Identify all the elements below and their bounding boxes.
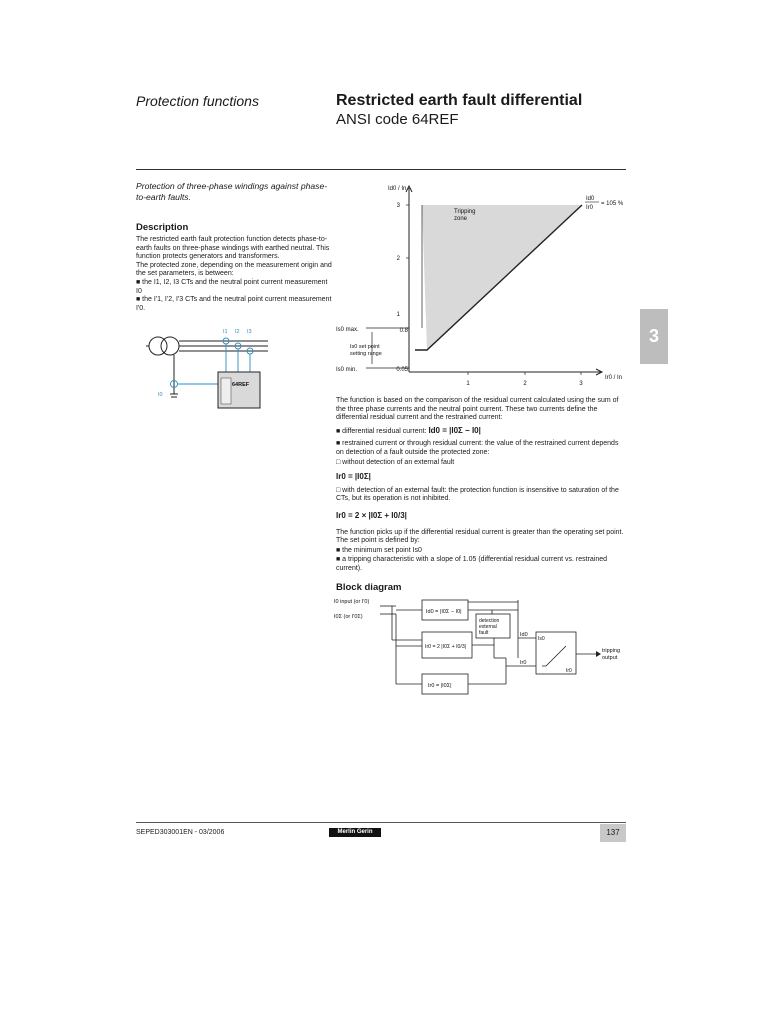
- setpoint-label-2: setting range: [350, 351, 382, 357]
- intro-text: Protection of three-phase windings against phase-to-earth faults.: [136, 181, 328, 202]
- tripping-characteristic-graph: [330, 180, 630, 390]
- label-i0: I0: [158, 392, 163, 398]
- detection-label-3: fault: [479, 630, 489, 636]
- signal-ir0: Ir0: [520, 660, 527, 666]
- document-reference: SEPED303001EN - 03/2006: [136, 829, 225, 836]
- function-text: [336, 397, 628, 575]
- label-i1: I1: [223, 329, 228, 335]
- slope-numerator: Id0: [586, 196, 595, 202]
- wiring-diagram: [128, 322, 278, 414]
- zone-label-2: zone: [454, 216, 468, 222]
- x-tick-3: 3: [579, 381, 583, 387]
- chapter-tab: 3: [640, 309, 668, 364]
- label-i2: I2: [235, 329, 240, 335]
- slope-denominator: Ir0: [586, 205, 594, 211]
- description-heading: Description: [136, 222, 189, 233]
- output-label-2: output: [602, 655, 618, 661]
- characteristic-y-label: Is0: [538, 636, 545, 642]
- transformer-winding-1: [149, 337, 167, 355]
- y-tick-2: 2: [396, 256, 400, 262]
- is0-min-label: Is0 min.: [336, 367, 358, 373]
- description-para2: The protected zone, depending on the measurement origin and the set parameters, is between:: [136, 261, 332, 278]
- text-b3: ■ the minimum set point Is0: [336, 546, 422, 554]
- formula-ir0-fault: Ir0 = 2 × |I0Σ + I0/3|: [336, 510, 407, 520]
- block-diagram-heading: Block diagram: [336, 582, 402, 593]
- y-tick-3: 3: [396, 203, 400, 209]
- text-p1: The function is based on the comparison of the residual current calculated using the sum of the three phase currents and the neutral point current. These two currents define the differential residual current and the restrained current:: [336, 397, 619, 422]
- text-b2b: □ with detection of an external fault: the protection function is insensitive to saturation of the CTs, but its operation is not inhibited.: [336, 486, 619, 503]
- footer-rule: [136, 822, 626, 823]
- description-bullet1: ■ the I1, I2, I3 CTs and the neutral point current measurement I0: [136, 278, 328, 295]
- relay-label: 64REF: [232, 382, 250, 388]
- y-tick-1: 1: [396, 312, 400, 318]
- page-subtitle: ANSI code 64REF: [336, 111, 459, 128]
- page-number: 137: [600, 824, 626, 842]
- y-axis-label: Id0 / In: [388, 186, 407, 192]
- detection-label-2: external: [479, 624, 497, 630]
- brand-logo: Merlin Gerin: [329, 828, 381, 837]
- slope-value: = 105 %: [601, 201, 624, 207]
- text-p2: The function picks up if the differential residual current is greater than the operating set point. The set point is defined by:: [336, 528, 624, 545]
- page-title: Restricted earth fault differential: [336, 92, 583, 109]
- is0-max-label: Is0 max.: [336, 327, 359, 333]
- box3-label: Ir0 = |I0Σ|: [428, 683, 452, 689]
- description-para1: The restricted earth fault protection function detects phase-to-earth faults on three-phase windings with earthed neutral. This function protects generators and transformers.: [136, 236, 330, 261]
- setpoint-label-1: Is0 set point: [350, 344, 380, 350]
- x-tick-1: 1: [466, 381, 470, 387]
- label-i3: I3: [247, 329, 252, 335]
- text-b4: ■ a tripping characteristic with a slope of 1.05 (differential residual current vs. restrained current).: [336, 556, 608, 572]
- section-title: Protection functions: [136, 93, 259, 109]
- x-axis-label: Ir0 / In: [605, 375, 623, 381]
- box2-label: Ir0 = 2 |I0Σ + I0/3|: [425, 644, 467, 650]
- text-b2: ■ restrained current or through residual current: the value of the restrained current depends on detection of a fault outside the protected zone:: [336, 440, 619, 456]
- header-rule: [136, 169, 626, 170]
- input-i0sigma: I0Σ (or I'0Σ): [334, 614, 363, 620]
- characteristic-x-label: Ir0: [566, 668, 572, 674]
- text-b2a: □ without detection of an external fault: [336, 458, 455, 466]
- formula-ir0-no-fault: Ir0 = |I0Σ|: [336, 472, 371, 482]
- signal-id0: Id0: [520, 632, 528, 638]
- description-text: [136, 236, 332, 313]
- box1-label: Id0 = |I0Σ − I0|: [426, 609, 462, 615]
- y-tick-0-05: 0.05: [396, 367, 408, 373]
- block-diagram: [334, 594, 634, 696]
- output-label-1: tripping: [602, 648, 621, 654]
- input-i0: I0 input (or I'0): [334, 599, 370, 605]
- transformer-winding-2: [161, 337, 179, 355]
- detection-label-1: detection: [479, 618, 500, 624]
- zone-label-1: Tripping: [454, 209, 476, 215]
- formula-id0: Id0 = |I0Σ − I0|: [428, 425, 481, 435]
- x-tick-2: 2: [523, 381, 527, 387]
- text-b1: ■ differential residual current:: [336, 427, 427, 435]
- description-bullet2: ■ the I'1, I'2, I'3 CTs and the neutral point current measurement I'0.: [136, 296, 332, 312]
- y-tick-0-8: 0.8: [399, 328, 408, 334]
